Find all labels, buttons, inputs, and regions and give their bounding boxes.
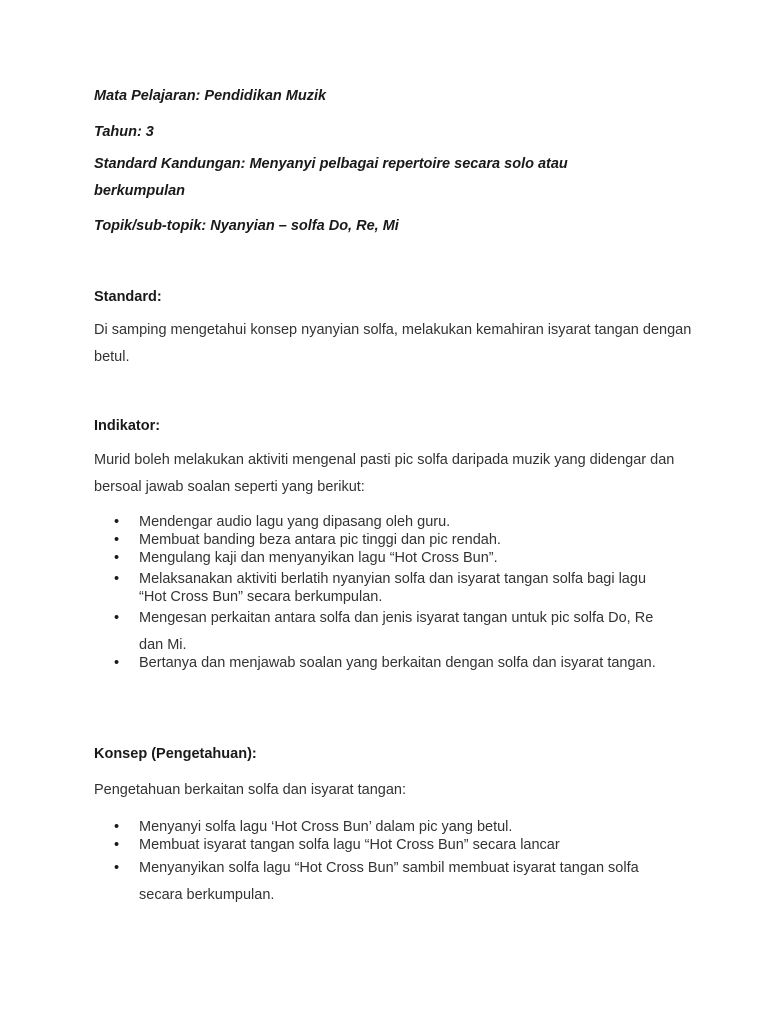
list-item-text: Bertanya dan menjawab soalan yang berkaitan dengan solfa dan isyarat tangan.: [139, 655, 656, 671]
list-item-text: Membuat isyarat tangan solfa lagu “Hot Cross Bun” secara lancar: [139, 837, 560, 853]
list-item-text: Menyanyi solfa lagu ‘Hot Cross Bun’ dalam pic yang betul.: [139, 819, 513, 835]
list-item-text: Melaksanakan aktiviti berlatih nyanyian solfa dan isyarat tangan solfa bagi lagu “Hot Cross Bun” secara berkumpulan.: [139, 571, 647, 605]
list-item-text: Menyanyikan solfa lagu “Hot Cross Bun” sambil membuat isyarat tangan solfa secara berkumpulan.: [139, 860, 639, 903]
content-standard-line: Standard Kandungan: Menyanyi pelbagai repertoire secara solo atau berkumpulan: [94, 156, 568, 199]
subject-line: Mata Pelajaran: Pendidikan Muzik: [94, 88, 327, 104]
list-item: [114, 650, 674, 677]
bullet-icon: •: [114, 514, 120, 530]
list-item-text: Mengesan perkaitan antara solfa dan jenis isyarat tangan untuk pic solfa Do, Re dan Mi.: [139, 610, 654, 653]
list-item: [114, 570, 674, 606]
bullet-icon: •: [114, 860, 120, 876]
bullet-icon: •: [114, 655, 120, 671]
indikator-intro: Murid boleh melakukan aktiviti mengenal pasti pic solfa daripada muzik yang didengar dan bersoal jawab soalan seperti yang berikut:: [94, 452, 675, 495]
konsep-intro: Pengetahuan berkaitan solfa dan isyarat tangan:: [94, 782, 406, 798]
bullet-icon: •: [114, 532, 120, 548]
bullet-icon: •: [114, 610, 120, 626]
konsep-heading: Konsep (Pengetahuan):: [94, 746, 257, 762]
standard-heading: Standard:: [94, 289, 162, 305]
standard-text: Di samping mengetahui konsep nyanyian solfa, melakukan kemahiran isyarat tangan dengan betul.: [94, 322, 692, 365]
year-line: Tahun: 3: [94, 124, 154, 140]
bullet-icon: •: [114, 571, 120, 587]
bullet-icon: •: [114, 837, 120, 853]
indikator-heading: Indikator:: [94, 418, 161, 434]
list-item: [114, 531, 674, 549]
list-item: [114, 818, 674, 836]
list-item-text: Mendengar audio lagu yang dipasang oleh guru.: [139, 514, 451, 530]
list-item: [114, 855, 674, 909]
topic-line: Topik/sub-topik: Nyanyian – solfa Do, Re, Mi: [94, 218, 399, 234]
list-item-text: Mengulang kaji dan menyanyikan lagu “Hot Cross Bun”.: [139, 550, 498, 566]
list-item: [114, 513, 674, 531]
list-item: [114, 549, 674, 567]
list-item: [114, 836, 674, 854]
bullet-icon: •: [114, 550, 120, 566]
list-item-text: Membuat banding beza antara pic tinggi dan pic rendah.: [139, 532, 501, 548]
bullet-icon: •: [114, 819, 120, 835]
